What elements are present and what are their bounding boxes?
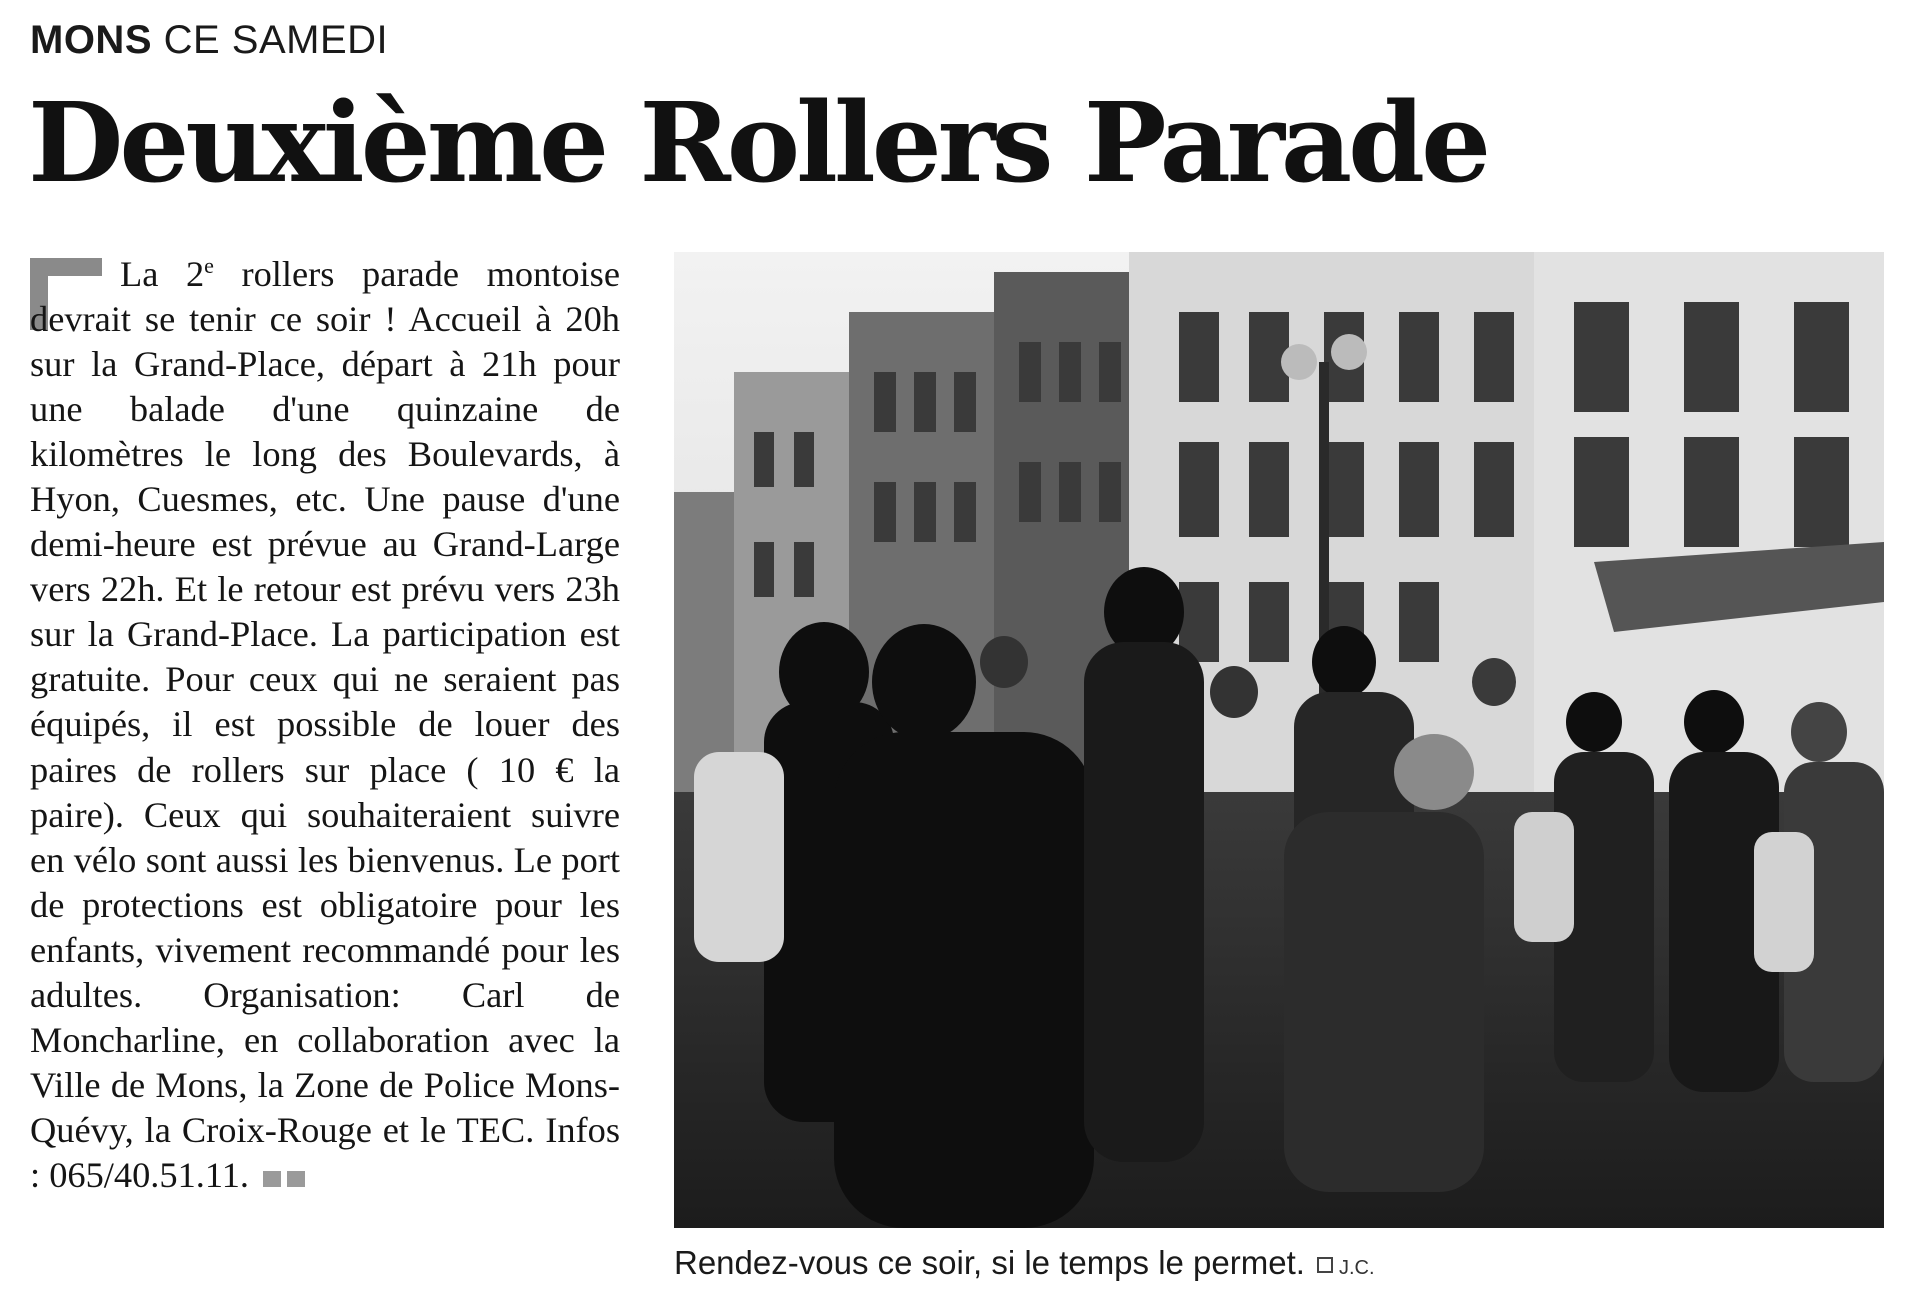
article-text: rollers parade montoise devrait se tenir ce soir ! Accueil à 20h sur la Grand-Place, départ à 21h pour une balade d'une quinzaine de kilomètres le long des Boulevards, à Hyon, Cuesmes, etc. Une pause d'une demi-heure est prévue au Grand-Large vers 22h. Et le retour est prévu vers 23h sur la Grand-Place. La participation est gratuite. Pour ceux qui ne seraient pas équipés, il est possible de louer des paires de rollers sur place ( 10 € la paire). Ceux qui souhaiteraient suivre en vélo sont aussi les bienvenus. Le port de protections est obligatoire pour les enfants, vivement recommandé pour les adultes. Organisation: Carl de Moncharline, en collaboration avec la Ville de Mons, la Zone de Police Mons-Quévy, la Croix-Rouge et le TEC. Infos : 065/40.51.11.	[30, 254, 620, 1195]
roller-parade-photo	[674, 252, 1884, 1228]
photo-caption	[674, 1244, 1375, 1282]
news-photo	[674, 252, 1884, 1228]
headline: Deuxième Rollers Parade	[28, 78, 1488, 207]
article-body	[30, 252, 620, 1198]
caption-text: Rendez-vous ce soir, si le temps le permet.	[674, 1244, 1305, 1281]
section-kicker	[30, 18, 388, 63]
kicker-location: MONS	[30, 18, 152, 62]
ordinal-superscript: e	[204, 252, 214, 278]
end-of-article-mark-icon	[263, 1171, 305, 1187]
credit-square-icon	[1317, 1257, 1333, 1273]
photo-credit: J.C.	[1338, 1257, 1375, 1279]
article-paragraph	[30, 252, 620, 1198]
article-lead-a: La 2	[120, 254, 205, 294]
kicker-day: CE SAMEDI	[163, 18, 389, 62]
